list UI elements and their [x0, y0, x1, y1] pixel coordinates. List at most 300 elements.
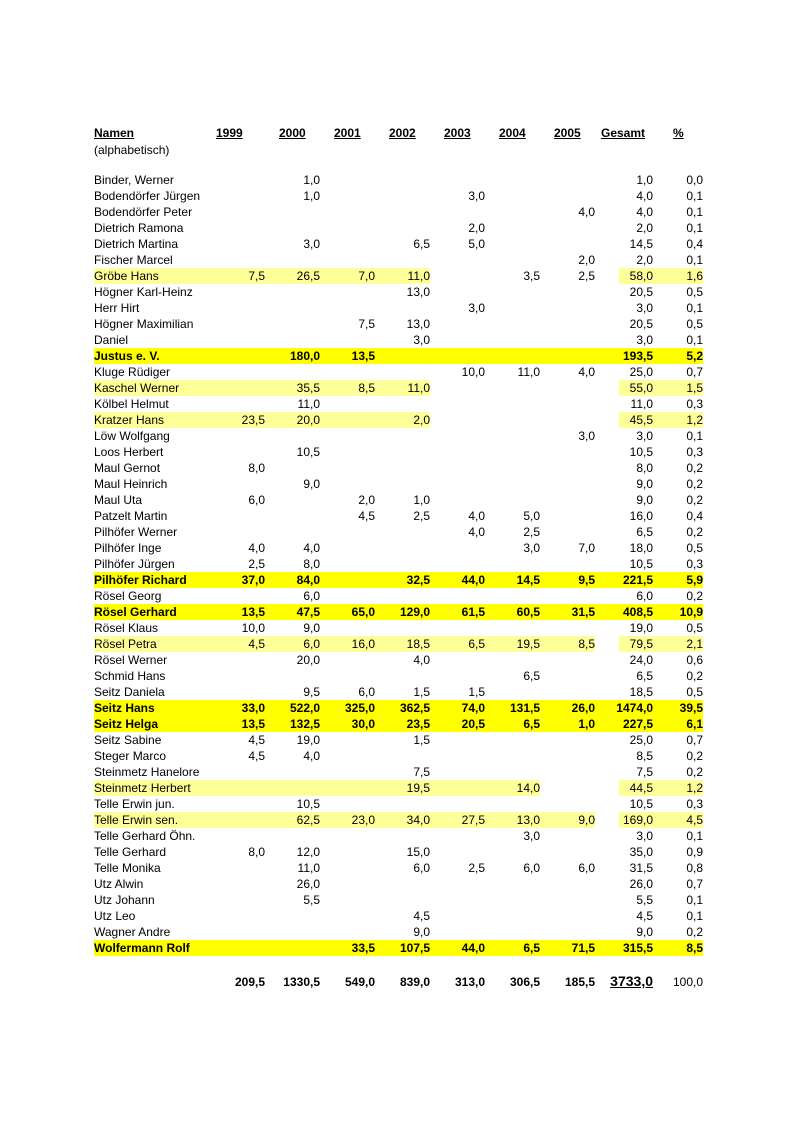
cell-2004: 14,0: [516, 781, 540, 795]
header-year-2003: 2003: [444, 126, 471, 140]
cell-2001: [320, 924, 375, 940]
row-name: Gröbe Hans: [94, 269, 159, 283]
table-row: [94, 236, 703, 252]
cell-2001: [320, 588, 375, 604]
cell-2001: 23,0: [351, 813, 375, 827]
cell-2004: 14,5: [516, 573, 540, 587]
row-name: Pilhöfer Richard: [94, 573, 187, 587]
total-percent: 100,0: [672, 975, 703, 989]
row-name: Kölbel Helmut: [94, 397, 169, 411]
cell-1999: 7,5: [248, 269, 265, 283]
cell-2005: [540, 732, 595, 748]
cell-2003: 44,0: [461, 941, 485, 955]
cell-2000: 4,0: [303, 749, 320, 763]
cell-2003: [430, 876, 485, 892]
cell-2005: 71,5: [571, 941, 595, 955]
row-name: Telle Gerhard: [94, 845, 167, 859]
cell-2003: [430, 828, 485, 844]
row-name: Pilhöfer Werner: [94, 525, 178, 539]
cell-2000: [265, 764, 320, 780]
cell-2002: [375, 668, 430, 684]
cell-total: 4,5: [636, 909, 653, 923]
cell-1999: 37,0: [241, 573, 265, 587]
cell-2000: [265, 300, 320, 316]
total-2002: 839,0: [399, 975, 430, 989]
cell-2000: 9,0: [303, 477, 320, 491]
cell-2002: [375, 188, 430, 204]
row-name: Maul Gernot: [94, 461, 161, 475]
cell-2001: [320, 668, 375, 684]
cell-2000: 26,5: [296, 269, 320, 283]
table-row: [94, 828, 703, 844]
cell-percent: 0,2: [686, 749, 703, 763]
cell-2004: [485, 652, 540, 668]
cell-1999: [216, 524, 265, 540]
cell-2001: [320, 204, 375, 220]
cell-total: 19,0: [629, 621, 653, 635]
cell-2004: [485, 396, 540, 412]
total-2001: 549,0: [344, 975, 375, 989]
cell-percent: 1,2: [686, 413, 703, 427]
cell-2004: [485, 220, 540, 236]
table-row: [94, 444, 703, 460]
cell-2001: [320, 460, 375, 476]
cell-2004: 19,5: [516, 637, 540, 651]
cell-2001: [320, 892, 375, 908]
cell-2003: 20,5: [461, 717, 485, 731]
cell-2005: [540, 764, 595, 780]
cell-total: 18,0: [629, 541, 653, 555]
cell-percent: 0,1: [686, 429, 703, 443]
cell-total: 35,0: [629, 845, 653, 859]
row-name: Rösel Werner: [94, 653, 168, 667]
cell-total: 4,0: [636, 205, 653, 219]
row-name: Pilhöfer Inge: [94, 541, 162, 555]
cell-percent: 4,5: [686, 813, 703, 827]
cell-2003: [430, 844, 485, 860]
row-name: Seitz Helga: [94, 717, 159, 731]
table-row: [94, 220, 703, 236]
cell-1999: [216, 380, 265, 396]
cell-2003: [430, 252, 485, 268]
cell-2001: [320, 364, 375, 380]
row-name: Kratzer Hans: [94, 413, 165, 427]
cell-2002: [375, 476, 430, 492]
cell-2002: 4,0: [413, 653, 430, 667]
cell-2002: 11,0: [407, 381, 430, 395]
row-name: Fischer Marcel: [94, 253, 173, 267]
cell-1999: 8,0: [248, 845, 265, 859]
cell-total: 408,5: [622, 605, 653, 619]
cell-2001: [320, 860, 375, 876]
cell-2001: 13,5: [351, 349, 375, 363]
cell-1999: [216, 188, 265, 204]
cell-percent: 0,1: [686, 829, 703, 843]
cell-1999: 4,5: [248, 749, 265, 763]
cell-2001: [320, 796, 375, 812]
cell-2000: 12,0: [296, 845, 320, 859]
cell-2003: [430, 652, 485, 668]
cell-2005: 2,0: [578, 253, 595, 267]
cell-2002: [375, 540, 430, 556]
cell-2000: 20,0: [296, 653, 320, 667]
cell-1999: [216, 860, 265, 876]
cell-2004: [485, 460, 540, 476]
cell-2000: 132,5: [289, 717, 320, 731]
cell-total: 10,5: [629, 797, 653, 811]
cell-2000: [265, 252, 320, 268]
cell-2005: [540, 588, 595, 604]
table-row: [94, 700, 703, 716]
header-year-2005: 2005: [554, 126, 581, 140]
cell-2005: 26,0: [571, 701, 595, 715]
table-row: [94, 604, 703, 620]
cell-2004: [485, 476, 540, 492]
cell-total: 79,5: [629, 637, 653, 651]
cell-1999: [216, 588, 265, 604]
cell-2001: 8,5: [358, 381, 375, 395]
cell-percent: 1,5: [686, 381, 703, 395]
cell-2003: [430, 924, 485, 940]
cell-2001: [320, 572, 375, 588]
cell-2001: 65,0: [351, 605, 375, 619]
cell-2004: [485, 172, 540, 188]
cell-2002: 7,5: [413, 765, 430, 779]
row-name: Seitz Daniela: [94, 685, 165, 699]
cell-2000: [265, 924, 320, 940]
cell-2003: [430, 332, 485, 348]
cell-2003: [430, 476, 485, 492]
cell-2000: 19,0: [296, 733, 320, 747]
cell-2002: 18,5: [406, 637, 430, 651]
cell-2001: [320, 332, 375, 348]
cell-2002: [375, 364, 430, 380]
cell-1999: [216, 812, 265, 828]
cell-2005: [540, 316, 595, 332]
cell-percent: 0,9: [686, 845, 703, 859]
cell-percent: 0,2: [686, 925, 703, 939]
cell-2005: 4,0: [578, 205, 595, 219]
cell-2005: [540, 476, 595, 492]
cell-2005: [540, 668, 595, 684]
cell-total: 31,5: [629, 861, 653, 875]
cell-2003: 1,5: [468, 685, 485, 699]
table-row: [94, 412, 703, 428]
cell-1999: [216, 796, 265, 812]
table-row: [94, 508, 703, 524]
header-percent: %: [673, 126, 684, 140]
row-name: Maul Uta: [94, 493, 143, 507]
cell-total: 10,5: [629, 445, 653, 459]
cell-2000: 9,0: [303, 621, 320, 635]
cell-2002: [375, 204, 430, 220]
cell-2005: [540, 348, 595, 364]
cell-2004: [485, 764, 540, 780]
table-row: [94, 476, 703, 492]
cell-2005: [540, 332, 595, 348]
table-row: [94, 812, 703, 828]
cell-percent: 0,3: [686, 397, 703, 411]
cell-2001: [320, 764, 375, 780]
cell-2002: [375, 876, 430, 892]
cell-2004: 13,0: [516, 813, 540, 827]
cell-2000: [265, 508, 320, 524]
cell-2005: [540, 652, 595, 668]
row-name: Rösel Petra: [94, 637, 157, 651]
row-name: Maul Heinrich: [94, 477, 168, 491]
row-name: Pilhöfer Jürgen: [94, 557, 175, 571]
cell-2003: [430, 540, 485, 556]
cell-2003: [430, 620, 485, 636]
cell-2003: [430, 732, 485, 748]
cell-2005: [540, 460, 595, 476]
cell-2005: [540, 876, 595, 892]
cell-2004: [485, 444, 540, 460]
cell-2001: [320, 220, 375, 236]
cell-2000: [265, 220, 320, 236]
cell-2001: [320, 780, 375, 796]
cell-2003: 4,0: [468, 525, 485, 539]
cell-2001: [320, 908, 375, 924]
cell-total: 20,5: [629, 285, 653, 299]
cell-2005: 1,0: [578, 717, 595, 731]
cell-1999: 4,5: [248, 637, 265, 651]
cell-total: 9,0: [636, 493, 653, 507]
table-row: [94, 188, 703, 204]
cell-2003: [430, 428, 485, 444]
cell-2000: 35,5: [296, 381, 320, 395]
cell-2002: 1,5: [413, 733, 430, 747]
table-row: [94, 684, 703, 700]
cell-2005: [540, 284, 595, 300]
cell-2004: 6,0: [523, 861, 540, 875]
cell-2000: [265, 940, 320, 956]
cell-percent: 0,5: [686, 685, 703, 699]
table-row: [94, 428, 703, 444]
cell-percent: 0,5: [686, 317, 703, 331]
cell-total: 1474,0: [616, 701, 653, 715]
cell-2000: [265, 204, 320, 220]
cell-2000: 8,0: [303, 557, 320, 571]
cell-2002: [375, 220, 430, 236]
cell-total: 20,5: [629, 317, 653, 331]
cell-total: 8,0: [636, 461, 653, 475]
cell-2004: [485, 188, 540, 204]
cell-2003: [430, 444, 485, 460]
cell-2002: [375, 348, 430, 364]
cell-total: 1,0: [636, 173, 653, 187]
cell-2000: 3,0: [303, 237, 320, 251]
cell-2004: [485, 284, 540, 300]
cell-percent: 0,5: [686, 541, 703, 555]
cell-percent: 0,2: [686, 765, 703, 779]
cell-2004: 60,5: [516, 605, 540, 619]
cell-2002: [375, 460, 430, 476]
cell-1999: 4,0: [248, 541, 265, 555]
table-row: [94, 524, 703, 540]
header-names-subtitle: (alphabetisch): [94, 143, 170, 157]
cell-2003: [430, 780, 485, 796]
cell-2000: 26,0: [296, 877, 320, 891]
cell-2003: [430, 204, 485, 220]
cell-2004: [485, 332, 540, 348]
cell-percent: 0,4: [686, 237, 703, 251]
cell-total: 14,5: [629, 237, 653, 251]
cell-2000: 522,0: [289, 701, 320, 715]
cell-2004: [485, 876, 540, 892]
cell-2001: [320, 876, 375, 892]
cell-total: 18,5: [629, 685, 653, 699]
cell-2003: [430, 316, 485, 332]
cell-2003: 61,5: [461, 605, 485, 619]
cell-2004: [485, 236, 540, 252]
cell-2001: [320, 172, 375, 188]
cell-2001: [320, 236, 375, 252]
cell-2003: 27,5: [461, 813, 485, 827]
row-name: Daniel: [94, 333, 129, 347]
cell-2001: [320, 524, 375, 540]
cell-2003: 10,0: [461, 365, 485, 379]
row-name: Telle Gerhard Öhn.: [94, 829, 196, 843]
table-row: [94, 780, 703, 796]
table-row: [94, 268, 703, 284]
cell-2001: 4,5: [358, 509, 375, 523]
cell-2002: [375, 396, 430, 412]
cell-2004: 3,0: [523, 829, 540, 843]
cell-2002: 107,5: [399, 941, 430, 955]
cell-percent: 0,7: [686, 365, 703, 379]
cell-2005: [540, 396, 595, 412]
cell-2003: 5,0: [468, 237, 485, 251]
cell-percent: 0,1: [686, 893, 703, 907]
cell-total: 169,0: [622, 813, 653, 827]
table-row: [94, 284, 703, 300]
row-name: Steger Marco: [94, 749, 167, 763]
row-name: Rösel Gerhard: [94, 605, 177, 619]
cell-2003: [430, 396, 485, 412]
cell-2004: [485, 492, 540, 508]
table-row: [94, 844, 703, 860]
table-row: [94, 924, 703, 940]
cell-percent: 8,5: [686, 941, 703, 955]
cell-1999: [216, 668, 265, 684]
cell-total: 6,0: [636, 589, 653, 603]
cell-total: 55,0: [629, 381, 653, 395]
cell-2005: [540, 684, 595, 700]
cell-2003: [430, 284, 485, 300]
cell-2004: [485, 412, 540, 428]
cell-2000: 10,5: [296, 797, 320, 811]
cell-2005: [540, 828, 595, 844]
cell-2005: [540, 236, 595, 252]
total-2000: 1330,5: [283, 975, 320, 989]
table-row: [94, 380, 703, 396]
table-row: [94, 764, 703, 780]
row-name: Telle Erwin sen.: [94, 813, 179, 827]
cell-2000: 4,0: [303, 541, 320, 555]
cell-2002: [375, 796, 430, 812]
cell-2005: [540, 412, 595, 428]
cell-total: 4,0: [636, 189, 653, 203]
cell-total: 193,5: [622, 349, 653, 363]
cell-total: 25,0: [629, 733, 653, 747]
row-name: Dietrich Martina: [94, 237, 179, 251]
cell-2003: 74,0: [461, 701, 485, 715]
cell-2004: 3,0: [523, 541, 540, 555]
cell-1999: 6,0: [248, 493, 265, 507]
table-row: [94, 588, 703, 604]
table-row: [94, 796, 703, 812]
table-row: [94, 636, 703, 652]
cell-2002: [375, 172, 430, 188]
cell-2001: [320, 540, 375, 556]
cell-2000: 1,0: [303, 189, 320, 203]
cell-2003: [430, 348, 485, 364]
cell-2005: [540, 892, 595, 908]
cell-2004: [485, 588, 540, 604]
cell-total: 5,5: [636, 893, 653, 907]
cell-2001: [320, 284, 375, 300]
cell-2005: [540, 844, 595, 860]
row-name: Rösel Georg: [94, 589, 162, 603]
cell-2000: [265, 364, 320, 380]
header-names: Namen: [94, 126, 135, 140]
cell-percent: 0,5: [686, 621, 703, 635]
cell-percent: 0,5: [686, 285, 703, 299]
cell-2004: [485, 908, 540, 924]
cell-percent: 0,0: [686, 173, 703, 187]
cell-2005: 9,0: [578, 813, 595, 827]
cell-2001: 325,0: [344, 701, 375, 715]
cell-2000: 20,0: [296, 413, 320, 427]
cell-percent: 0,3: [686, 797, 703, 811]
cell-2001: [320, 188, 375, 204]
cell-2005: [540, 556, 595, 572]
cell-2002: [375, 620, 430, 636]
cell-2004: 5,0: [523, 509, 540, 523]
row-name: Utz Johann: [94, 893, 155, 907]
cell-2003: [430, 764, 485, 780]
cell-1999: [216, 396, 265, 412]
row-name: Utz Alwin: [94, 877, 144, 891]
cell-2005: [540, 524, 595, 540]
cell-2005: [540, 444, 595, 460]
cell-percent: 0,1: [686, 909, 703, 923]
cell-2005: 3,0: [578, 429, 595, 443]
cell-2001: [320, 300, 375, 316]
cell-2002: 3,0: [413, 333, 430, 347]
cell-percent: 0,1: [686, 189, 703, 203]
cell-2004: 131,5: [509, 701, 540, 715]
cell-2000: 11,0: [297, 397, 320, 411]
cell-total: 227,5: [622, 717, 653, 731]
cell-2002: [375, 828, 430, 844]
cell-total: 3,0: [636, 301, 653, 315]
cell-2004: 11,0: [517, 365, 540, 379]
cell-2002: [375, 252, 430, 268]
cell-total: 3,0: [636, 429, 653, 443]
cell-1999: [216, 476, 265, 492]
cell-1999: [216, 332, 265, 348]
row-name: Högner Maximilian: [94, 317, 194, 331]
cell-1999: [216, 780, 265, 796]
row-name: Wolfermann Rolf: [94, 941, 190, 955]
cell-2001: [320, 620, 375, 636]
cell-2003: 4,0: [468, 509, 485, 523]
cell-percent: 0,4: [686, 509, 703, 523]
table-row: [94, 876, 703, 892]
table-row: [94, 364, 703, 380]
